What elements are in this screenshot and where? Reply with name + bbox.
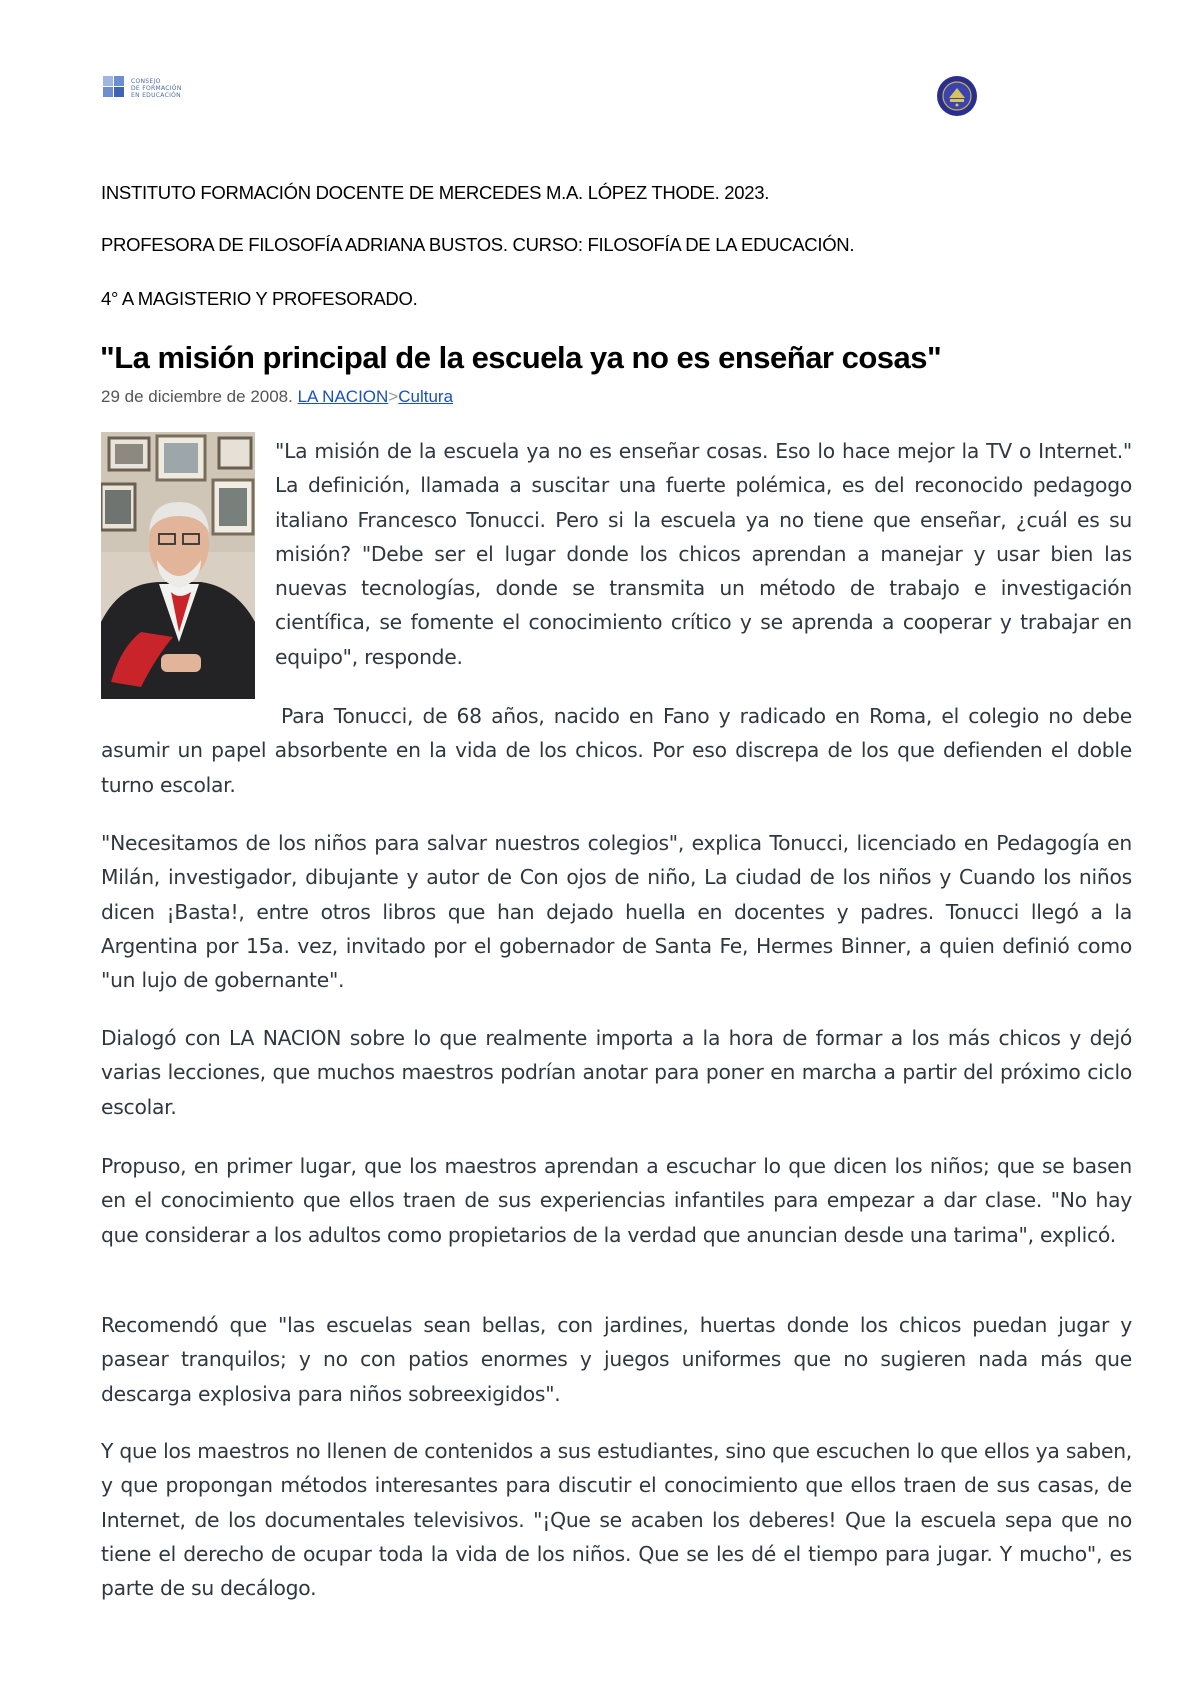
francesco-tonucci-photo — [101, 432, 255, 699]
institute-seal-icon — [935, 74, 979, 118]
section-link[interactable]: Cultura — [398, 387, 454, 406]
grade-header: 4° A MAGISTERIO Y PROFESORADO. — [101, 288, 418, 309]
institute-header: INSTITUTO FORMACIÓN DOCENTE DE MERCEDES M.A. LÓPEZ THODE. 2023. — [101, 182, 770, 203]
article-paragraph: Recomendó que "las escuelas sean bellas, con jardines, huertas donde los chicos puedan jugar y pasear tranquilos; y no con patios enormes y juegos uniformes que no sugieren nada más que descarga explosiva para niños sobreexigidos". — [101, 1313, 1132, 1406]
article-paragraph: "La misión de la escuela ya no es enseñar cosas. Eso lo hace mejor la TV o Internet." La definición, llamada a suscitar una fuerte polémica, es del reconocido pedagogo italiano Francesco Tonucci. Pero si la escuela ya no tiene que enseñar, ¿cuál es su misión? "Debe ser el lugar donde los chicos aprendan a manejar y usar bien las nuevas tecnologías, donde se transmita un método de trabajo e investigación científica, se fomente el conocimiento crítico y se aprenda a cooperar y trabajar en equipo", responde. — [275, 439, 1132, 669]
cfe-logo — [103, 76, 198, 102]
source-link[interactable]: LA NACION — [297, 387, 389, 406]
article-title: "La misión principal de la escuela ya no es enseñar cosas" — [100, 340, 942, 375]
article-meta — [101, 387, 453, 407]
cfe-logo-text: CONSEJO DE FORMACIÓN EN EDUCACIÓN — [131, 78, 182, 99]
article-paragraph: Y que los maestros no llenen de contenidos a sus estudiantes, sino que escuchen lo que ellos ya saben, y que propongan métodos interesantes para discutir el conocimiento que ellos traen de sus casas, de Internet, de los documentales televisivos. "¡Que se acaben los deberes! Que la escuela sepa que no tiene el derecho de ocupar toda la vida de los niños. Que se les dé el tiempo para jugar. Y mucho", es parte de su decálogo. — [101, 1439, 1132, 1601]
article-paragraph: Para Tonucci, de 68 años, nacido en Fano y radicado en Roma, el colegio no debe asumir un papel absorbente en la vida de los chicos. Por eso discrepa de los que defienden el doble turno escolar. — [101, 704, 1132, 797]
article-paragraph: "Necesitamos de los niños para salvar nuestros colegios", explica Tonucci, licenciado en Pedagogía en Milán, investigador, dibujante y autor de Con ojos de niño, La ciudad de los niños y Cuando los niños dicen ¡Basta!, entre otros libros que han dejado huella en docentes y padres. Tonucci llegó a la Argentina por 15a. vez, invitado por el gobernador de Santa Fe, Hermes Binner, a quien definió como "un lujo de gobernante". — [101, 831, 1132, 993]
article-date: 29 de diciembre de 2008. — [101, 387, 293, 406]
breadcrumb-separator: > — [388, 387, 399, 406]
article-paragraph: Dialogó con LA NACION sobre lo que realmente importa a la hora de formar a los más chicos y dejó varias lecciones, que muchos maestros podrían anotar para poner en marcha a partir del próximo ciclo escolar. — [101, 1026, 1132, 1119]
professor-course-header: PROFESORA DE FILOSOFÍA ADRIANA BUSTOS. CURSO: FILOSOFÍA DE LA EDUCACIÓN. — [101, 234, 855, 255]
article-paragraph: Propuso, en primer lugar, que los maestros aprendan a escuchar lo que dicen los niños; que se basen en el conocimiento que ellos traen de sus experiencias infantiles para empezar a dar clase. "No hay que considerar a los adultos como propietarios de la verdad que anuncian desde una tarima", explicó. — [101, 1154, 1132, 1247]
